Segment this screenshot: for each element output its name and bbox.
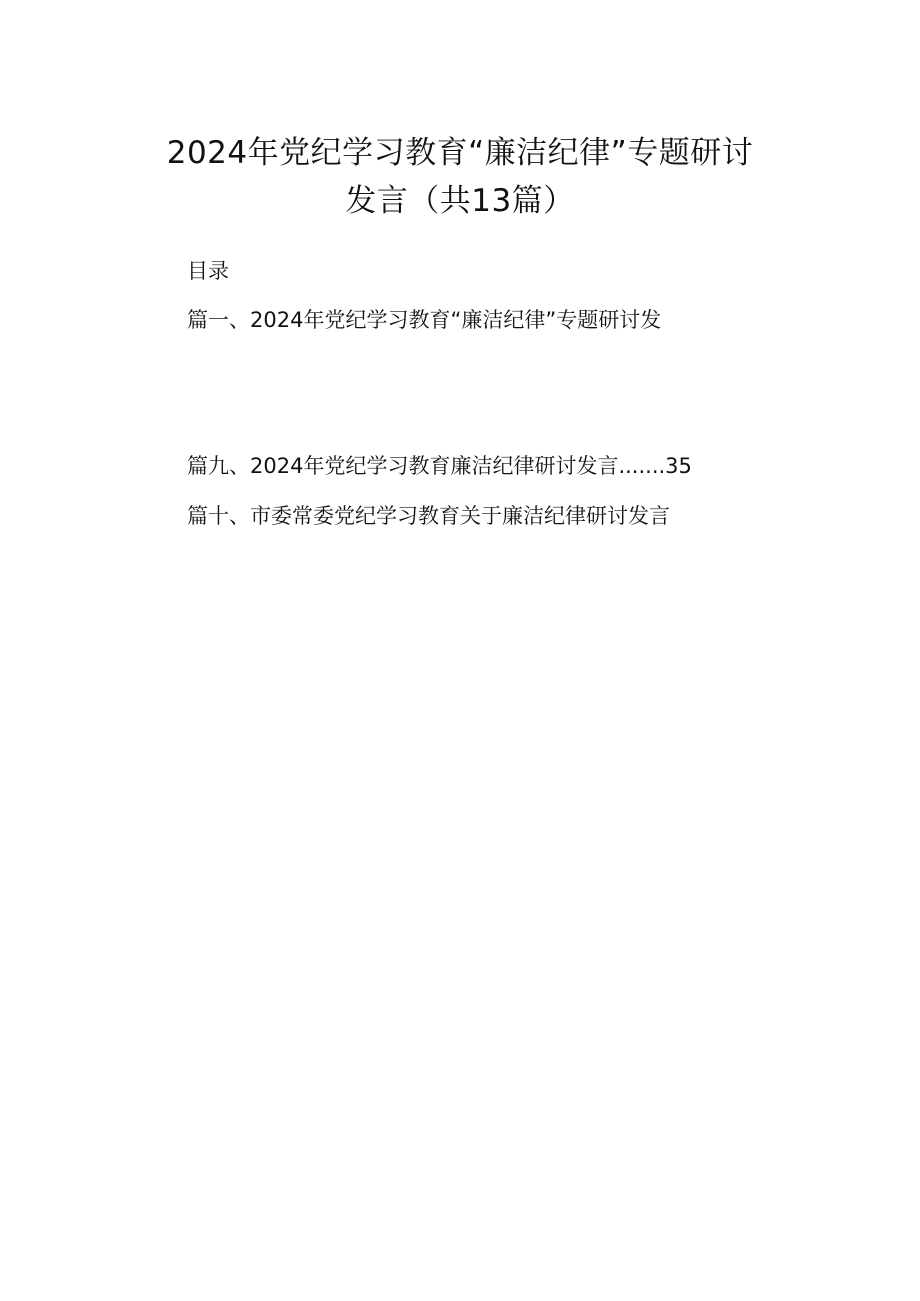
toc-item-10[interactable]: 篇十、市委常委党纪学习教育关于廉洁纪律研讨发言 xyxy=(187,504,670,528)
document-title-line-1: 2024年党纪学习教育“廉洁纪律”专题研讨 xyxy=(166,135,754,171)
toc-heading: 目录 xyxy=(187,259,229,283)
toc-item-9[interactable]: 篇九、2024年党纪学习教育廉洁纪律研讨发言.......35 xyxy=(187,454,692,478)
document-title-line-2: 发言（共13篇） xyxy=(345,183,575,219)
toc-item-1[interactable]: 篇一、2024年党纪学习教育“廉洁纪律”专题研讨发 xyxy=(187,308,662,332)
